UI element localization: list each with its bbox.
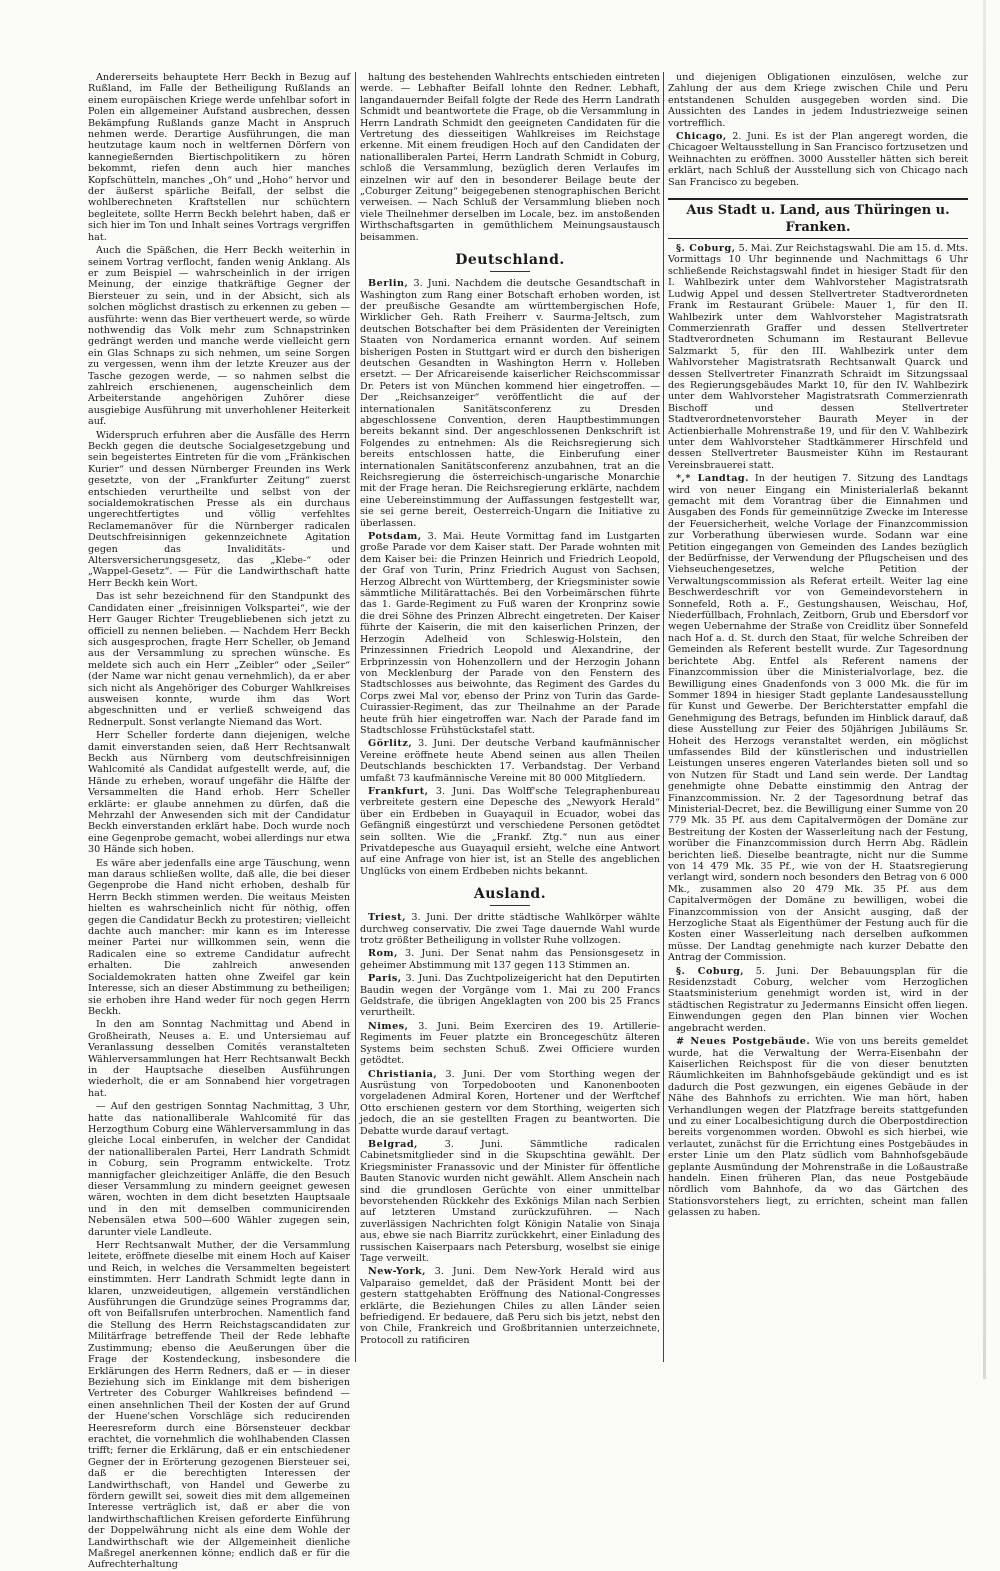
- section-heading-stadt-land: Aus Stadt u. Land, aus Thüringen u. Franken.: [668, 198, 968, 239]
- news-text: 3. Juni. Der deutsche Verband kaufmännischer Vereine eröffnete heute Abend seinen aus allen Theilen Deutschlands beschickten 17. Verbandstag. Der Verband umfaßt 73 kaufmännische Vereine mit 80 000 Mitgliedern.: [360, 738, 660, 784]
- dateline: Rom,: [368, 948, 398, 960]
- news-text: 3. Juni. Der Senat nahm das Pensionsgesetz in geheimer Abstimmung mit 137 gegen 113 Stimmen an.: [360, 948, 660, 971]
- news-text: 3. Mai. Heute Vormittag fand im Lustgarten große Parade vor dem Kaiser statt. Der Parade wohnten mit dem Kaiser bei: die Prinzen Heinrich und Friedrich Leopold, der Graf von Turin, Prinz Friedrich August von Sachsen, Herzog Albrecht von Württemberg, der Kriegsminister sowie sämmtliche Militärattachés. Bei den Vorbeimärschen führte das 1. Garde-Regiment zu Fuß waren der Kronprinz sowie die drei Söhne des Prinzen Albrecht eingetreten. Der Kaiser führte der Kaiserin, die mit den kaiserlichen Prinzen, der Herzogin Adelheid von Schleswig-Holstein, den Prinzessinnen Friedrich Leopold und Alexandrine, der Erbprinzessin von Hohenzollern und der Herzogin Johann von Mecklenburg der Parade von den Fenstern des Stadtschlosses aus beiwohnte, das Regiment des Gardes du Corps zwei Mal vor, ebenso der Prinz von Turin das Garde-Cuirassier-Regiment, das zur Theilnahme an der Parade heute früh hier eingetroffen war. Nach der Parade fand im Stadtschlosse Frühstückstafel statt.: [360, 531, 660, 736]
- news-item: [360, 1021, 660, 1067]
- paragraph: Auch die Späßchen, die Herr Beckh weiterhin in seinem Vortrag verflocht, fanden wenig Anklang. Als er zum Beispiel — wahrscheinlich in der irrigen Meinung, der einzige thatkräftige Gegner der Biersteuer zu sein, und in der Absicht, sich als solchen möglichst drastisch zu erkennen zu geben — ausführte: wenn das Bier vertheuert werde, so würde nothwendig das Volk mehr zum Schnapstrinken gedrängt werden und manche werde vielleicht gern ein Glas Schnaps zu sich nehmen, um seine Sorgen zu vergessen, wenn ihm der letzte Kreuzer aus der Tasche gezogen werde, — so nahmen selbst die zahlreich erschienenen, augenscheinlich dem Arbeiterstande angehörigen Zuhörer diese ausgiebige Ausführung mit unverhohlener Heiterkeit auf.: [88, 245, 350, 428]
- news-text: 3. Juni. Beim Exerciren des 19. Artillerie-Regiments im Feuer platzte ein Broncegeschütz älteren Systems beim sechsten Schuß. Zwei Officiere wurden getödtet.: [360, 1020, 660, 1067]
- news-item: [360, 278, 660, 529]
- paragraph: Andererseits behauptete Herr Beckh in Bezug auf Rußland, im Falle der Betheiligung Rußlands an einem europäischen Kriege werde unfehlbar sofort in Polen ein allgemeiner Aufstand ausbrechen, dessen Bekämpfung Rußlands ganze Macht in Anspruch nehmen werde. Derartige Ausführungen, die man heutzutage kaum noch in weltfernen Dörfern von kannegießernden Biertischpolitikern zu hören bekommt, riefen denn auch hier manches Kopfschütteln, manches „Oh“ und „Hoho“ hervor und der äußerst spärliche Beifall, der selbst die wohlberechneten Kraftstellen nur schüchtern begleitete, sollte Herrn Beckh belehrt haben, daß er sich hier im Ton und Inhalt seines Vortrags vergriffen hat.: [88, 72, 350, 243]
- news-item: [360, 738, 660, 784]
- paragraph: — Auf den gestrigen Sonntag Nachmittag, 3 Uhr, hatte das nationalliberale Wahlcomité für das Herzogthum Coburg eine Wählerversammlung in das gleiche Local einberufen, in welcher der Candidat der nationalliberalen Partei, Herr Landrath Schmidt in Coburg, sein Programm entwickelte. Trotz mannigfacher gleichzeitiger Anläffe, die den Besuch dieser Versammlung zu mindern geeignet gewesen wären, wochten in dem dicht besetzten Hauptsaale und in den mit demselben communicirenden Nebensälen etwa 500—600 Wähler zugegen sein, darunter viele Landleute.: [88, 1101, 350, 1238]
- column-rule-1: [355, 72, 356, 1362]
- news-item: [360, 1139, 660, 1264]
- news-item: [360, 786, 660, 877]
- dateline: # Neues Postgebäude.: [676, 1036, 811, 1048]
- paragraph: haltung des bestehenden Wahlrechts entschieden eintreten werde. — Lebhafter Beifall lohnte den Redner. Lebhaft, langandauernder Beifall folgte der Rede des Herrn Landrath Schmidt und beantwortete die Frage, ob die Versammlung in Herrn Landrath Schmidt den geeigneten Candidaten für die Vertretung des diesseitigen Wahlkreises im Reichstage erkenne. Mit einem freudigen Hoch auf den Candidaten der nationalliberalen Partei, Herrn Landrath Schmidt in Coburg, schloß die Versammlung, bezüglich deren Verlaufes im einzelnen wir auf den in besonderer Beilage beute der „Coburger Zeitung“ beigegebenen stenographischen Bericht verweisen. — Nach Schluß der Versammlung blieben noch viele Theilnehmer derselben im Locale, bez. im anstoßenden Wirthschaftsgarten in gemüthlichem Meinungsaustausch beisammen.: [360, 72, 660, 243]
- dateline: New-York,: [368, 1266, 427, 1278]
- dateline: *,* Landtag.: [676, 473, 749, 485]
- news-text: 3. Juni. Nachdem die deutsche Gesandtschaft in Washington zum Rang einer Botschaft erhoben worden, ist der preußische Gesandte am württembergischen Hofe, Wirklicher Geh. Rath Freiherr v. Saurma-Jeltsch, zum deutschen Botschafter bei dem Präsidenten der Vereinigten Staaten von Nordamerica ernannt worden. Auf seinem bisherigen Posten in Stuttgart wird er durch den bisherigen deutschen Gesandten in Washington Herrn v. Holleben ersetzt. — Der Africareisende kaiserlicher Reichscommissar Dr. Peters ist von München kommend hier eingetroffen. — Der „Reichsanzeiger“ veröffentlicht die auf der internationalen Sanitätsconferenz zu Dresden abgeschlossene Convention, deren Hauptbestimmungen bereits bekannt sind. Der angeschlossenen Denkschrift ist Folgendes zu entnehmen: Als die Reichsregierung sich bereits entschlossen hatte, die Einberufung einer internationalen Sanitätsconferenz anzubahnen, trat an die Reichsregierung die österreichisch-ungarische Monarchie mit der Frage heran. Die Reichsregierung erklärte, nachdem eine Uebereinstimmung der Auffassungen festgestellt war, sie sei gerne bereit, Oesterreich-Ungarn die Initiative zu überlassen.: [360, 278, 660, 529]
- scan-edge: [983, 0, 986, 1379]
- news-text: 3. Juni. Dem New-York Herald wird aus Valparaiso gemeldet, daß der Präsident Montt bei der gestern stattgehabten Eröffnung des National-Congresses erklärte, die Beziehungen Chiles zu allen Länder seien befriedigend. Er bedauere, daß Peru sich bis jetzt, nebst den von Chile, Frankreich und Großbritannien unterzeichnete, Protocoll zu ratificiren: [360, 1266, 660, 1346]
- dateline: Paris,: [368, 973, 402, 985]
- news-item: [668, 966, 968, 1034]
- news-text: 2. Juni. Es ist der Plan angeregt worden, die Chicagoer Weltausstellung in San Francisco fortzusetzen und Weihnachten zu eröffnen. 3000 Aussteller hätten sich bereit erklärt, nach Schluß der Ausstellung sich von Chicago nach San Francisco zu begeben.: [668, 131, 968, 188]
- news-text: 3. Juni. Das Wolff'sche Telegraphenbureau verbreitete gestern eine Depesche des „Newyork Herald“ über ein Erdbeben in Guayaquil in Ecuador, wobei das Gefängniß eingestürzt und verschiedene Personen getödtet sein sollten. Wie die „Frankf. Ztg.“ nun aus einer Privatdepesche aus Guayaquil ersieht, welche eine Antwort auf eine Anfrage von hier ist, ist an Stelle des angeblichen Unglücks von einem Erdbeben nichts bekannt.: [360, 785, 660, 877]
- news-text: Wie von uns bereits gemeldet wurde, hat die Verwaltung der Werra-Eisenbahn der Kaiserlichen Reichspost für die von dieser benutzten Räumlichkeiten im Bahnhofsgebäude gekündigt und es ist dadurch die Post gezwungen, ein eigenes Gebäude in der Nähe des Bahnhofs zu errichten. Wie man hört, haben Verhandlungen wegen der Platzfrage bereits stattgefunden und zu einer Localbesichtigung durch die Oberpostdirection bereits vorgenommen worden. Obwohl es sich hierbei, wie verlautet, zunächst für die Errichtung eines Postgebäudes in erster Linie um den Platz südlich vom Bahnhofsgebäude geplante Ausmündung der Mohrenstraße in die Loßaustraße handeln. Einen früheren Plan, das neue Postgebäude nördlich vom Bahnhofe, da wo das Gärtchen des Stationsvorstehers liegt, zu errichten, scheint man fallen gelassen zu haben.: [668, 1036, 968, 1219]
- column-rule-2: [663, 72, 664, 1362]
- dateline: Görlitz,: [368, 738, 413, 750]
- dateline: Berlin,: [368, 278, 409, 290]
- paragraph: Es wäre aber jedenfalls eine arge Täuschung, wenn man daraus schließen wollte, daß alle, die bei dieser Gegenprobe die Hand nicht erhoben, deshalb für Herrn Beckh stimmen werden. Die weitaus Meisten hielten es wahrscheinlich nicht für nöthig, offen gegen die Candidatur Beckh zu protestiren; vielleicht dachte auch mancher: mir kann es im Interesse meiner Partei nur willkommen sein, wenn die Radicalen eine so extreme Candidatur aufrecht erhalten. Die zahlreich anwesenden Socialdemokraten hatten ohne Zweifel gar kein Interesse, sich an dieser Abstimmung zu betheiligen; sie erhoben ihre Hand weder für noch gegen Herrn Beckh.: [88, 857, 350, 1017]
- dateline: Christiania,: [368, 1068, 438, 1080]
- heading-rule: [490, 905, 530, 906]
- news-item: [668, 1036, 968, 1219]
- news-text: 3. Juni. Sämmtliche radicalen Cabinetsmitglieder sind in die Skupschtina gewählt. Der Kriegsminister Franassovic und der Minister für öffentliche Bauten Stanovic wurden nicht gewählt. Allem Anschein nach sind die grundlosen Gerüchte von einer unmittelbar bevorstehenden Rückkehr des Exkönigs Milan nach Serbien auf letzteren Umstand zurückzuführen. — Nach zuverlässigen Nachrichten folgt Königin Natalie von Sinaja aus, ebwe sie nach Biarritz zurückkehrt, einer Einladung des russischen Kaiserpaars nach Petersburg, woselbst sie einige Tage verweilt.: [360, 1138, 660, 1264]
- dateline: Triest,: [368, 912, 406, 924]
- news-item: [360, 948, 660, 971]
- dateline: Potsdam,: [368, 531, 422, 543]
- paragraph: Widerspruch erfuhren aber die Ausfälle des Herrn Beckh gegen die deutsche Socialgesetzgebung und sein begeistertes Eintreten für die vom „Fränkischen Kurier“ und dessen Nürnberger Freunden ins Werk gesetzte, von der „Frankfurter Zeitung“ zuerst entschieden verurtheilte und selbst von der socialdemokratischen Presse als ein durchaus ungerechtfertigtes und völlig verfehltes Reclamemanöver für die Nürnberger radicalen Deutschfreisinnigen gekennzeichnete Agitation gegen das Invaliditäts- und Altersversicherungsgesetz, das „Klebe-“ oder „Wappel-Gesetz“. — Für die Landwirthschaft hatte Herr Beckh kein Wort.: [88, 429, 350, 589]
- section-heading-deutschland: Deutschland.: [455, 252, 565, 269]
- dateline: Belgrad,: [368, 1138, 418, 1150]
- news-item: [360, 973, 660, 1019]
- dateline: §. Coburg,: [676, 965, 745, 977]
- paragraph: Herr Rechtsanwalt Muther, der die Versammlung leitete, eröffnete dieselbe mit einem Hoch auf Kaiser und Reich, in welches die Versammelten begeistert einstimmten. Herr Landrath Schmidt legte dann in klaren, unzweideutigen, allgemein verständlichen Ausführungen die Grundzüge seines Programms dar, oft von Beifallsrufen unterbrochen. Namentlich fand die Stellung des Herrn Reichstagscandidaten zur Militärfrage betreffende Theil der Rede lebhafte Zustimmung; ebenso die Aeußerungen über die Frage der Kostendeckung, insbesondere die Erklärungen des Herrn Redners, daß er — in dieser Beziehung sich im Einklange mit dem bisherigen Vertreter des Coburger Wahlkreises befindend — einen ansehnlichen Theil der Kosten der auf Grund der Huene'schen Vorschläge sich reducirenden Heeresreform durch eine Börsensteuer deckbar erachtet, die vornehmlich die wohlhabenden Classen trifft; ferner die Erklärung, daß er ein entschiedener Gegner der in Erörterung gezogenen Biersteuer sei, daß er die berechtigten Interessen der Landwirthschaft, von Handel und Gewerbe zu fördern gewillt sei, soweit dies mit dem allgemeinen Interesse verträglich ist, daß er aber die von landwirthschaftlichen Kreisen geforderte Einführung der Doppelwährung nicht als eine dem Wohle der Landwirthschaft wie der Allgemeinheit dienliche Maßregel anerkennen könne; endlich daß er für die Aufrechterhaltung: [88, 1240, 350, 1571]
- news-item: [360, 1266, 660, 1346]
- dateline: Frankfurt,: [368, 785, 429, 797]
- column-2: [360, 72, 660, 1362]
- paragraph: Herr Scheller forderte dann diejenigen, welche damit einverstanden seien, daß Herr Rechtsanwalt Beckh aus Nürnberg vom deutschfreisinnigen Wahlcomité als Candidat aufgestellt werde, auf, die Hände zu erheben, worauf ungefähr die Hälfte der Versammelten die Hand erhob. Herr Scheller erklärte: er glaube annehmen zu dürfen, daß die Mehrzahl der Anwesenden sich mit der Candidatur Beckh einverstanden erklärt habe. Doch wurde noch eine Gegenprobe gemacht, wobei allerdings nur etwa 30 Hände sich hoben.: [88, 730, 350, 856]
- column-1: [88, 72, 350, 1571]
- dateline: Nimes,: [368, 1020, 409, 1032]
- section-heading-ausland: Ausland.: [473, 886, 547, 903]
- paragraph: Das ist sehr bezeichnend für den Standpunkt des Candidaten einer „freisinnigen Volkspartei“, wie der Herr Gauger Richter Treugebliebenen sich jetzt zu officiell zu nennen belieben. — Nachdem Herr Beckh sich ausgesprochen, fragte Herr Scheller, ob Jemand aus der Versammlung zu sprechen wünsche. Es meldete sich auch ein Herr „Zeibler“ oder „Seiler“ (der Name war nicht genau vernehmlich), da er aber sich nicht als Angehöriger des Coburger Wahlkreises ausweisen konnte, wurde ihm das Wort abgeschnitten und er verließ schweigend das Rednerpult. Sonst verlangte Niemand das Wort.: [88, 591, 350, 728]
- news-text: 5. Mai. Zur Reichstagswahl. Die am 15. d. Mts. Vormittags 10 Uhr beginnende und Nachmittags 6 Uhr schließende Reichstagswahl findet in hiesiger Stadt für den I. Wahlbezirk unter dem Wahlvorsteher Magistratsrath Ludwig Appel und dessen Stellvertreter Stadtverordneten Frank im Restaurant Grübele: Mauer 1, für den II. Wahlbezirk unter dem Wahlvorsteher Magistratsrath Commerzienrath Graffer und dessen Stellvertreter Stadtverordneten Schumann im Restaurant Bellevue Salzmarkt 5, für den III. Wahlbezirk unter dem Wahlvorsteher Magistratsrath Rechtsanwalt Quarck und dessen Stellvertreter Finanzrath Schraidt im Sitzungssaal des Regierungsgebäudes Markt 10, für den IV. Wahlbezirk unter dem Wahlvorsteher Magistratsrath Commerzienrath Bischoff und dessen Stellvertreter Stadtverordnetenvorsteher Baurath Meyer in der Actienbierhalle Mohrenstraße 19, und für den V. Wahlbezirk unter dem Wahlvorsteher Stadtkämmerer Hirschfeld und dessen Stellvertreter Bausmeister Kühn im Restaurant Vereinsbrauerei statt.: [668, 243, 968, 471]
- heading-rule: [490, 271, 530, 272]
- news-text: 3. Juni. Das Zuchtpolizeigericht hat den Deputirten Baudin wegen der Vorgänge vom 1. Mai zu 200 Francs Geldstrafe, die übrigen Angeklagten von 200 bis 25 Francs verurtheilt.: [360, 973, 660, 1019]
- dateline: §. Coburg,: [676, 243, 736, 255]
- news-item: [360, 1069, 660, 1137]
- news-item: [360, 912, 660, 946]
- news-text: 3. Juni. Der dritte städtische Wahlkörper wählte durchweg conservativ. Die zwei Tage dauernde Wahl wurde trotz größter Betheiligung in vollster Ruhe vollzogen.: [360, 912, 660, 947]
- column-3: [668, 72, 968, 1362]
- paragraph: und diejenigen Obligationen einzulösen, welche zur Zahlung der aus dem Kriege zwischen Chile und Peru entstandenen Schulden ausgegeben worden sind. Die Aussichten des Landes in jedem Industriezweige seinen vortrefflich.: [668, 72, 968, 129]
- dateline: Chicago,: [676, 131, 727, 143]
- news-item: [360, 531, 660, 736]
- news-text: 5. Juni. Der Bebauungsplan für die Residenzstadt Coburg, welcher vom Herzoglichen Staatsministerium genehmigt worden ist, wird in der städtischen Registratur zu Jedermanns Einsicht offen liegen. Einwendungen gegen den Plan binnen vier Wochen angebracht werden.: [668, 965, 968, 1034]
- news-text: 3. Juni. Der vom Storthing wegen der Ausrüstung von Torpedobooten und Kanonenbooten vorgeladenen Admiral Koren, Hortener und der Werftchef Otto erschienen gestern vor dem Storthing, weigerten sich jedoch, die an sie gestellten Fragen zu beantworten. Die Debatte wurde darauf vertagt.: [360, 1068, 660, 1137]
- news-item: [668, 131, 968, 188]
- news-text: In der heutigen 7. Sitzung des Landtags wird von neuer Eingang ein Ministerialerlaß bekannt gemacht mit dem Vorantrag über die Einnahmen und Ausgaben des Fonds für gemeinnützige Zwecke im Interesse der Feuersicherheit, welche Vorlage der Finanzcommission zur Vorberathung überwiesen wurde. Sodann war eine Petition eingegangen von Gemeinden des Landes bezüglich der Bedürfnisse, der Verwendung der Pflugscheisen und des Viehseuchengesetzes, welche Petition der Verwaltungscommission als Referat erteilt. Weiter lag eine Beschwerdeschrift vor von Gemeindevorstehern in Sonnefeld, Roth a. F., Gestungshausen, Weischau, Hof, Niederfüllbach, Frohnlach, Zeitborn, Grub und Ebersdorf vor wegen Uebernahme der Straße von Creidlitz über Sonnefeld nach Hof a. d. St. durch den Staat, für welche Schreiben der Gemeinden als Referent bestellt wurde. Zur Tagesordnung berichtete Abg. Entfel als Referent namens der Finanzcommission über die Ministerialvorlage, bez. die Bewilligung eines Gnadenfonds von 3 000 Mk. die für im Sommer 1894 in hiesiger Stadt geplante Landesausstellung für Kunst und Gewerbe. Der Berichterstatter empfahl die Genehmigung des Betrags, befunden im Hinblick darauf, daß diese Ausstellung zur Feier des 50jährigen Jubiläums Sr. Hoheit des Herzogs veranstaltet werden, ein möglichst umfassendes Bild der künstlerischen und industriellen Leistungen unseres engeren Vaterlandes bieten soll und so von Nutzen für Stadt und Land sein werde. Der Landtag genehmigte ohne Debatte einstimmig den Antrag der Finanzcommission. Nr. 2 der Tagesordnung betraf das Ministerial-Decret, bez. die Bewilligung einer Summe von 20 779 Mk. 35 Pf. aus dem Capitalvermögen der Domäne zur Bestreitung der Kosten der Wasserleitung nach der Festung, worüber die Finanzcommission durch Herrn Abg. Rädlein berichten ließ. Dieselbe beantragte, nicht nur die Summe von 14 479 Mk. 35 Pf., wie von der H. Staatsregierung verlangt wird, sondern noch besonders den Betrag von 6 000 Mk., zusammen also 20 479 Mk. 35 Pf. aus dem Capitalvermögen der Domäne zu bewilligen, wobei die Finanzcommission von der Ansicht ausging, daß der Herzogliche Staat als Eigenthümer der Festung auch für die Kosten einer Wasserleitung nach derselben aufkommen müsse. Der Landtag genehmigte nach kurzer Debatte den Antrag der Commission.: [668, 473, 968, 964]
- news-item: [668, 473, 968, 963]
- paragraph: In den am Sonntag Nachmittag und Abend in Großheirath, Neuses a. E. und Untersiemau auf Veranlassung desselben Comités veranstalteten Wählerversammlungen hat Herr Rechtsanwalt Beckh in der Hauptsache dieselben Ausführungen wiederholt, die er am Sonnabend hier vorgetragen hat.: [88, 1019, 350, 1099]
- news-item: [668, 243, 968, 471]
